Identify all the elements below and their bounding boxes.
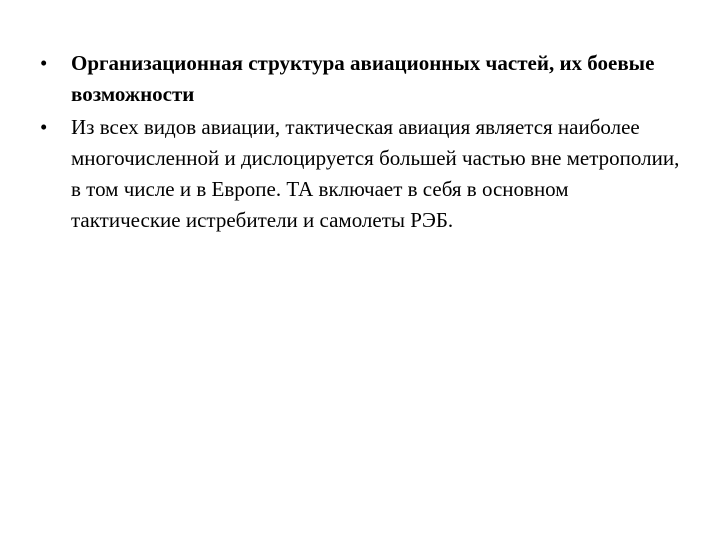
bullet-list xyxy=(40,48,680,238)
bullet-dot-icon: • xyxy=(40,115,48,139)
bullet-dot-icon: • xyxy=(40,51,48,75)
bullet-item-heading xyxy=(40,48,680,110)
bullet-heading-text: Организационная структура авиационных частей, их боевые возможности xyxy=(71,51,655,106)
bullet-description-text: Из всех видов авиации, тактическая авиация является наиболее многочисленной и дислоцируется большей частью вне метрополии, в том числе и в Европе. ТА включает в себя в основном тактические истребители и самолеты РЭБ. xyxy=(71,115,680,232)
bullet-item-description xyxy=(40,112,680,236)
